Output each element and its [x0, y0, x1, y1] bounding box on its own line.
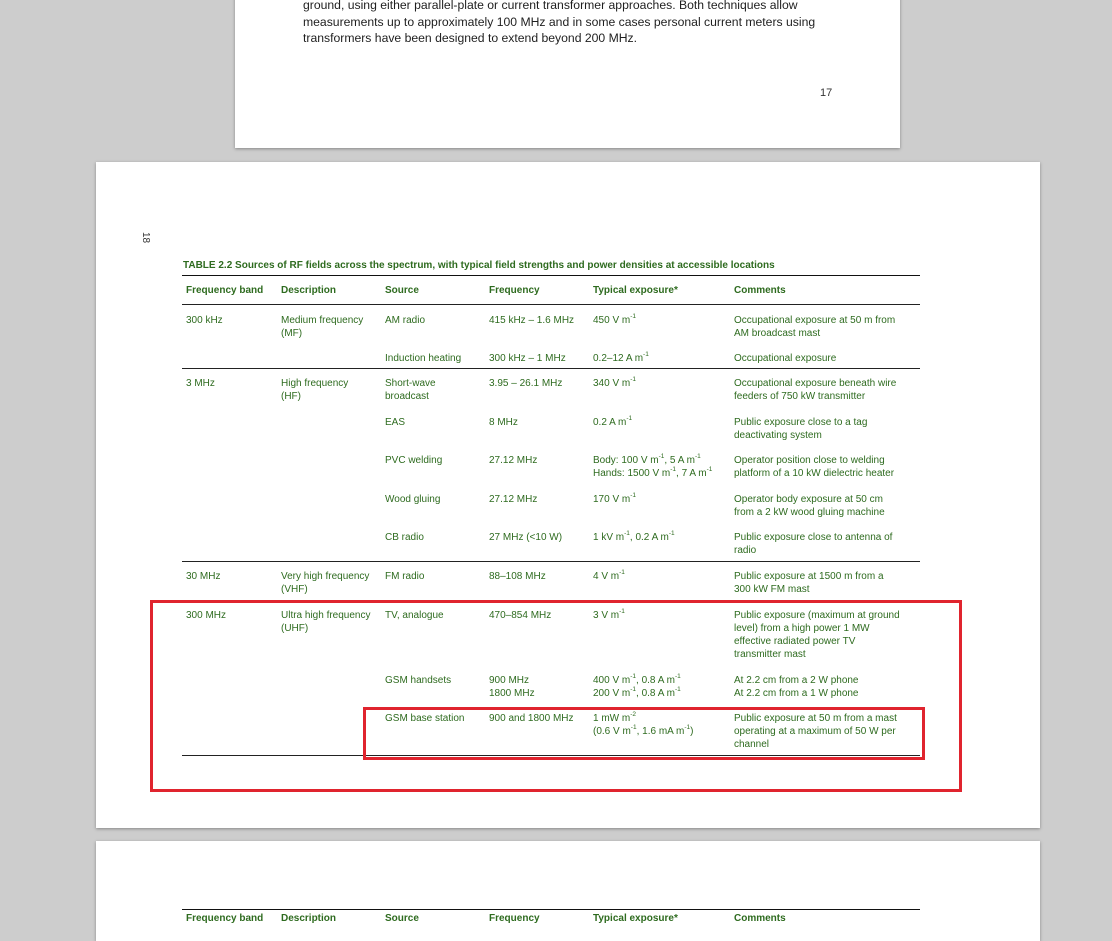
- exponent: -1: [630, 723, 637, 731]
- cell-frequency: 27 MHz (<10 W): [489, 532, 563, 543]
- exposure-value: , 0.8 A m: [636, 688, 675, 699]
- cell-exposure: [593, 570, 625, 583]
- exposure-value: 1 mW m: [593, 713, 631, 724]
- cell-source: PVC welding: [385, 455, 443, 466]
- table-caption: TABLE 2.2 Sources of RF fields across the spectrum, with typical field strengths and power densities at accessible locations: [183, 260, 775, 271]
- cell-frequency: 900 and 1800 MHz: [489, 713, 574, 724]
- cell-description: High frequency: [281, 378, 349, 389]
- cell-comment: Public exposure close to antenna of: [734, 532, 893, 543]
- exposure-value: , 5 A m: [664, 455, 695, 466]
- cell-description: Ultra high frequency: [281, 610, 371, 621]
- cell-comment: channel: [734, 739, 770, 750]
- cell-source: Short-wave: [385, 378, 436, 389]
- exposure-value: Hands: 1500 V m: [593, 468, 671, 479]
- cell-exposure: [593, 377, 636, 390]
- col-header-frequency: Frequency: [489, 913, 540, 924]
- cell-comment: transmitter mast: [734, 649, 806, 660]
- exponent: -1: [630, 375, 637, 383]
- exponent: -1: [670, 465, 677, 473]
- cell-comment: from a 2 kW wood gluing machine: [734, 507, 885, 518]
- exponent: -1: [674, 685, 681, 693]
- exposure-value: , 7 A m: [676, 468, 707, 479]
- cell-frequency: 900 MHz: [489, 675, 530, 686]
- exponent: -1: [658, 452, 665, 460]
- cell-description: (HF): [281, 391, 301, 402]
- cell-band: 30 MHz: [186, 571, 221, 582]
- cell-source: FM radio: [385, 571, 425, 582]
- cell-frequency: 27.12 MHz: [489, 494, 538, 505]
- cell-source: TV, analogue: [385, 610, 444, 621]
- cell-exposure: [593, 493, 636, 506]
- cell-source: EAS: [385, 417, 406, 428]
- cell-frequency: 300 kHz – 1 MHz: [489, 353, 566, 364]
- exposure-value: 1 kV m: [593, 532, 625, 543]
- exposure-value: 200 V m: [593, 688, 631, 699]
- document-page-17: [235, 0, 900, 148]
- cell-exposure: [593, 531, 675, 544]
- cell-description: Medium frequency: [281, 315, 364, 326]
- col-header-typical-exposure: Typical exposure*: [593, 913, 678, 924]
- exponent: -1: [619, 607, 625, 615]
- exposure-value: 400 V m: [593, 675, 631, 686]
- cell-comment: radio: [734, 545, 757, 556]
- row-rule: [182, 561, 920, 562]
- exposure-value: 170 V m: [593, 494, 631, 505]
- cell-exposure: [593, 454, 701, 467]
- col-header-typical-exposure: Typical exposure*: [593, 285, 678, 296]
- exponent: -2: [630, 710, 636, 718]
- col-header-frequency-band: Frequency band: [186, 913, 264, 924]
- cell-description: (MF): [281, 328, 303, 339]
- cell-source: broadcast: [385, 391, 429, 402]
- table-top-rule: [182, 909, 920, 910]
- cell-frequency: 3.95 – 26.1 MHz: [489, 378, 563, 389]
- col-header-source: Source: [385, 285, 419, 296]
- exposure-value: , 0.8 A m: [636, 675, 675, 686]
- cell-frequency: 470–854 MHz: [489, 610, 552, 621]
- exposure-value: Body: 100 V m: [593, 455, 659, 466]
- exposure-value: 450 V m: [593, 315, 631, 326]
- document-page-19: [96, 841, 1040, 941]
- text-line: measurements up to approximately 100 MHz and in some cases personal current meters using: [303, 14, 816, 29]
- cell-source: GSM handsets: [385, 675, 452, 686]
- cell-comment: Occupational exposure beneath wire: [734, 378, 897, 389]
- cell-description: Very high frequency: [281, 571, 370, 582]
- exponent: -1: [643, 350, 649, 358]
- cell-comment: Operator position close to welding: [734, 455, 885, 466]
- col-header-description: Description: [281, 285, 337, 296]
- exponent: -1: [630, 312, 637, 320]
- cell-band: 300 MHz: [186, 610, 227, 621]
- cell-comment: At 2.2 cm from a 1 W phone: [734, 688, 859, 699]
- cell-source: GSM base station: [385, 713, 465, 724]
- exposure-value: 0.2 A m: [593, 417, 627, 428]
- cell-exposure: [593, 314, 636, 327]
- exposure-value: , 0.2 A m: [629, 532, 669, 543]
- exposure-value: 340 V m: [593, 378, 631, 389]
- cell-comment: Public exposure at 1500 m from a: [734, 571, 884, 582]
- exponent: -1: [706, 465, 713, 473]
- cell-comment: level) from a high power 1 MW: [734, 623, 870, 634]
- cell-comment: Public exposure (maximum at ground: [734, 610, 900, 621]
- cell-frequency: 88–108 MHz: [489, 571, 546, 582]
- body-paragraph: [303, 0, 823, 47]
- cell-frequency: 1800 MHz: [489, 688, 535, 699]
- highlight-box-uhf-section: [150, 600, 962, 792]
- cell-band: 3 MHz: [186, 378, 215, 389]
- cell-frequency: 27.12 MHz: [489, 455, 538, 466]
- cell-comment: platform of a 10 kW dielectric heater: [734, 468, 895, 479]
- cell-comment: Public exposure close to a tag: [734, 417, 868, 428]
- exponent: -1: [630, 672, 637, 680]
- exponent: -1: [630, 491, 637, 499]
- exposure-value: 0.2–12 A m: [593, 353, 644, 364]
- exponent: -1: [626, 414, 633, 422]
- exponent: -1: [624, 529, 630, 537]
- cell-comment: 300 kW FM mast: [734, 584, 810, 595]
- cell-description: (UHF): [281, 623, 309, 634]
- exponent: -1: [674, 672, 681, 680]
- cell-exposure: [593, 416, 632, 429]
- col-header-description: Description: [281, 913, 337, 924]
- cell-comment: AM broadcast mast: [734, 328, 821, 339]
- cell-source: CB radio: [385, 532, 424, 543]
- header-rule: [182, 304, 920, 305]
- cell-exposure: [593, 467, 712, 480]
- col-header-comments: Comments: [734, 285, 786, 296]
- cell-comment: Public exposure at 50 m from a mast: [734, 713, 897, 724]
- col-header-source: Source: [385, 913, 419, 924]
- cell-source: Wood gluing: [385, 494, 441, 505]
- cell-frequency: 8 MHz: [489, 417, 518, 428]
- cell-source: AM radio: [385, 315, 426, 326]
- table-top-rule: [182, 275, 920, 276]
- cell-band: 300 kHz: [186, 315, 223, 326]
- exposure-value: 3 V m: [593, 610, 620, 621]
- exposure-value: 4 V m: [593, 571, 620, 582]
- cell-description: (VHF): [281, 584, 308, 595]
- exponent: -1: [630, 685, 637, 693]
- exponent: -1: [619, 568, 625, 576]
- row-rule: [182, 368, 920, 369]
- col-header-frequency-band: Frequency band: [186, 285, 264, 296]
- page-number: 17: [820, 87, 833, 99]
- text-line: transformers have been designed to extend beyond 200 MHz.: [303, 31, 638, 45]
- cell-comment: At 2.2 cm from a 2 W phone: [734, 675, 859, 686]
- exponent: -1: [684, 723, 691, 731]
- cell-comment: effective radiated power TV: [734, 636, 856, 647]
- text-line: ground, using either parallel-plate or current transformer approaches. Both techniques allow: [303, 0, 798, 12]
- cell-comment: feeders of 750 kW transmitter: [734, 391, 866, 402]
- exposure-value: (0.6 V m: [593, 726, 631, 737]
- col-header-comments: Comments: [734, 913, 786, 924]
- col-header-frequency: Frequency: [489, 285, 540, 296]
- cell-comment: Operator body exposure at 50 cm: [734, 494, 883, 505]
- cell-comment: operating at a maximum of 50 W per: [734, 726, 896, 737]
- cell-comment: deactivating system: [734, 430, 822, 441]
- highlight-box-gsm-base-station: [363, 707, 925, 760]
- cell-exposure: [593, 352, 649, 365]
- cell-comment: Occupational exposure at 50 m from: [734, 315, 896, 326]
- exposure-value: ): [690, 726, 694, 737]
- page-number: 18: [140, 231, 152, 244]
- cell-comment: Occupational exposure: [734, 353, 837, 364]
- cell-frequency: 415 kHz – 1.6 MHz: [489, 315, 575, 326]
- cell-source: Induction heating: [385, 353, 462, 364]
- exposure-value: , 1.6 mA m: [636, 726, 685, 737]
- exponent: -1: [668, 529, 675, 537]
- exponent: -1: [694, 452, 701, 460]
